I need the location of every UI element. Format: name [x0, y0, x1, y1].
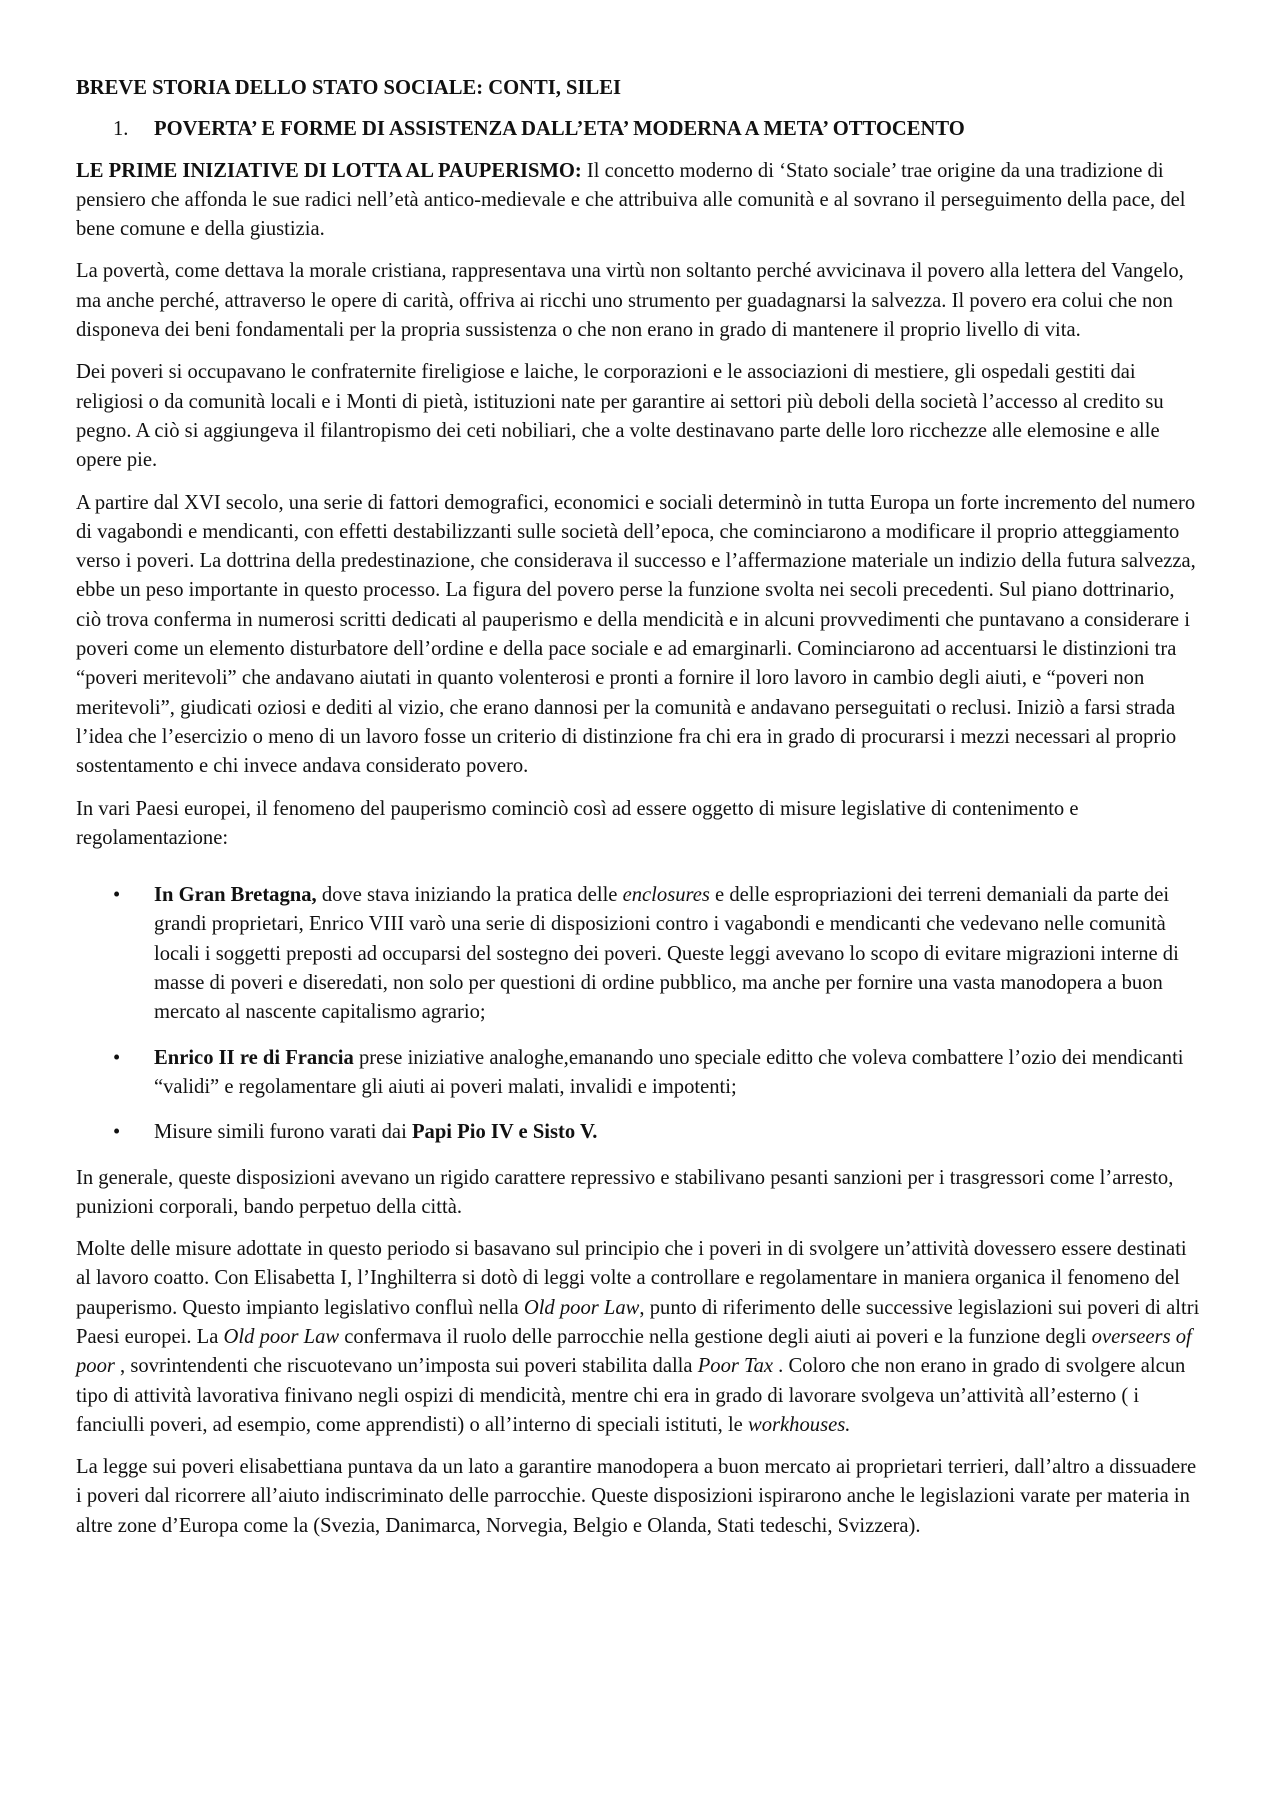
italic-text: enclosures	[622, 884, 710, 907]
bold-text: Enrico II re di Francia	[154, 1046, 354, 1069]
list-item	[76, 1118, 1204, 1147]
paragraph-8: La legge sui poveri elisabettiana puntava da un lato a garantire manodopera a buon mercato ai proprietari terrieri, dall’altro a dissuadere i poveri dal ricorrere all’aiuto indiscriminato delle parrocchie. Queste disposizioni ispirarono anche le legislazioni varate per materia in altre zone d’Europa come la (Svezia, Danimarca, Norvegia, Belgio e Olanda, Stati tedeschi, Svizzera).	[76, 1456, 1197, 1537]
bold-text: In Gran Bretagna,	[154, 884, 317, 907]
bullet-icon: •	[113, 884, 121, 907]
italic-text: workhouses.	[747, 1413, 851, 1436]
paragraph-6: In generale, queste disposizioni avevano un rigido carattere repressivo e stabilivano pesanti sanzioni per i trasgressori come l’arresto, punizioni corporali, bando perpetuo della città.	[76, 1166, 1174, 1218]
paragraph-text: confermava il ruolo delle parrocchie nella gestione degli aiuti ai poveri e la funzione degli	[339, 1325, 1092, 1348]
measures-list	[76, 881, 1204, 1147]
document-title: BREVE STORIA DELLO STATO SOCIALE: CONTI, SILEI	[76, 77, 621, 99]
italic-text: Old poor Law	[523, 1296, 640, 1319]
list-item-text: prese iniziative analoghe,emanando uno speciale editto che voleva combattere l’ozio dei mendicanti “validi” e regolamentare gli aiuti ai poveri malati, invalidi e impotenti;	[154, 1046, 1184, 1098]
paragraph-1	[76, 157, 1204, 245]
paragraph-text: Molte delle misure adottate in questo periodo si basavano sul principio che i poveri in di svolgere un’attività dovessero essere destinati al lavoro coatto. Con Elisabetta I, l’Inghilterra si dotò di leggi volte a controllare e regolamentare in maniera organica il fenomeno del pauperismo. Questo impianto legislativo confluì nella	[76, 1238, 1187, 1319]
section-heading-text: POVERTA’ E FORME DI ASSISTENZA DALL’ETA’ MODERNA A META’ OTTOCENTO	[154, 118, 965, 141]
bullet-icon: •	[113, 1121, 121, 1144]
italic-text: Old poor Law	[223, 1325, 340, 1348]
paragraph-2: La povertà, come dettava la morale cristiana, rappresentava una virtù non soltanto perché avvicinava il povero alla lettera del Vangelo, ma anche perché, attraverso le opere di carità, offriva ai ricchi uno strumento per guadagnarsi la salvezza. Il povero era colui che non disponeva dei beni fondamentali per la propria sussistenza o che non erano in grado di mantenere il proprio livello di vita.	[76, 260, 1184, 342]
list-item-text: e delle espropriazioni dei terreni demaniali da parte dei grandi proprietari, Enrico VIII varò una serie di disposizioni contro i vagabondi e mendicanti che vedevano nelle comunità locali i soggetti preposti ad occuparsi del sostegno dei poveri. Queste leggi avevano lo scopo di evitare migrazioni interne di masse di poveri e diseredati, non solo per questioni di ordine pubblico, ma anche per fornire una vasta manodopera a buon mercato al nascente capitalismo agrario;	[154, 884, 1179, 1024]
italic-text: overseers of poor	[76, 1325, 1192, 1378]
section-heading	[76, 115, 1204, 144]
paragraph-lead: LE PRIME INIZIATIVE DI LOTTA AL PAUPERISMO:	[76, 159, 582, 182]
paragraph-3: Dei poveri si occupavano le confraternite fireligiose e laiche, le corporazioni e le associazioni di mestiere, gli ospedali gestiti dai religiosi o da comunità locali e i Monti di pietà, istituzioni nate per garantire ai settori più deboli della società l’accesso al credito su pegno. A ciò si aggiungeva il filantropismo dei ceti nobiliari, che a volte destinavano parte delle loro ricchezze alle elemosine e alle opere pie.	[76, 361, 1164, 472]
paragraph-text: Il concetto moderno di ‘Stato sociale’ trae origine da una tradizione di pensiero che affonda le sue radici nell’età antico-medievale e che attribuiva alle comunità e al sovrano il perseguimento della pace, del bene comune e della giustizia.	[76, 159, 1186, 241]
italic-text: Poor Tax	[697, 1355, 774, 1378]
paragraph-text: . Coloro che non erano in grado di svolgere alcun tipo di attività lavorativa finivano negli ospizi di mendicità, mentre chi era in grado di lavorare svolgeva un’attività all’esterno ( i fanciulli poveri, ad esempio, come apprendisti) o all’interno di speciali istituti, le	[76, 1355, 1186, 1436]
paragraph-5: In vari Paesi europei, il fenomeno del pauperismo cominciò così ad essere oggetto di misure legislative di contenimento e regolamentazione:	[76, 797, 1079, 849]
bullet-icon: •	[113, 1046, 121, 1069]
paragraph-text: , sovrintendenti che riscuotevano un’imposta sui poveri stabilita dalla	[114, 1355, 698, 1378]
paragraph-text: , punto di riferimento delle successive legislazioni sui poveri di altri Paesi europei. La	[76, 1296, 1200, 1348]
list-item-text: Misure simili furono varati dai	[154, 1121, 412, 1144]
section-number: 1.	[113, 118, 129, 141]
paragraph-7	[76, 1235, 1204, 1440]
paragraph-4: A partire dal XVI secolo, una serie di fattori demografici, economici e sociali determinò in tutta Europa un forte incremento del numero di vagabondi e mendicanti, con effetti destabilizzanti sulle società dell’epoca, che cominciarono a modificare il proprio atteggiamento verso i poveri. La dottrina della predestinazione, che considerava il successo e l’affermazione materiale un indizio della futura salvezza, ebbe un peso importante in questo processo. La figura del povero perse la funzione svolta nei secoli precedenti. Sul piano dottrinario, ciò trova conferma in numerosi scritti dedicati al pauperismo e della mendicità e in alcuni provvedimenti che puntavano a considerare i poveri come un elemento disturbatore dell’ordine e della pace sociale e ad emarginarli. Cominciarono ad accentuarsi le distinzioni tra “poveri meritevoli” che andavano aiutati in quanto volenterosi e pronti a fornire il loro lavoro in cambio degli aiuti, e “poveri non meritevoli”, giudicati oziosi e dediti al vizio, che erano dannosi per la comunità e andavano perseguitati o reclusi. Iniziò a farsi strada l’idea che l’esercizio o meno di un lavoro fosse un criterio di distinzione fra chi era in grado di procurarsi i mezzi necessari al proprio sostentamento e chi invece andava considerato povero.	[76, 491, 1196, 778]
bold-text: Papi Pio IV e Sisto V.	[411, 1121, 598, 1144]
list-item	[76, 1044, 1204, 1103]
list-item-text: dove stava iniziando la pratica delle	[316, 884, 623, 907]
list-item	[76, 881, 1204, 1027]
